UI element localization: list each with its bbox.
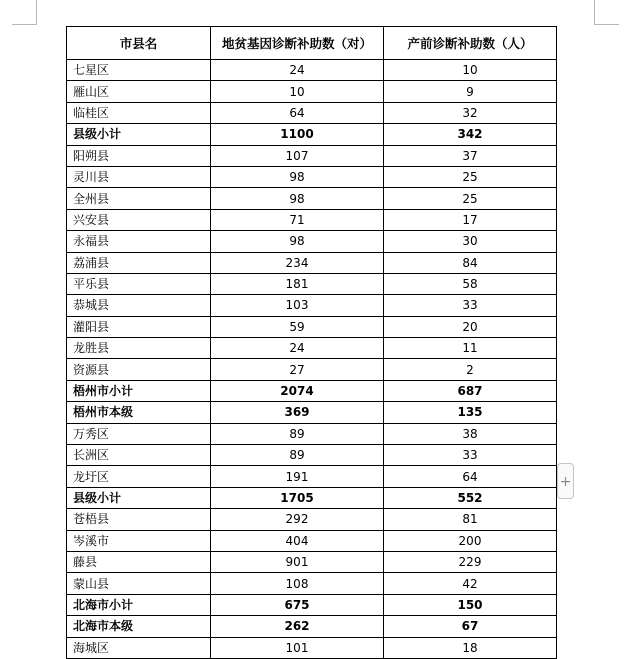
cell-gene-count[interactable]: 369 — [211, 402, 384, 423]
table-row — [67, 273, 557, 294]
cell-gene-count[interactable]: 98 — [211, 166, 384, 187]
table-row — [67, 380, 557, 401]
cell-county-name[interactable]: 灌阳县 — [67, 316, 211, 337]
page-corner-mark-top-right — [594, 0, 619, 25]
cell-gene-count[interactable]: 191 — [211, 466, 384, 487]
cell-gene-count[interactable]: 10 — [211, 81, 384, 102]
table-row — [67, 637, 557, 658]
page-corner-mark-top-left — [12, 0, 37, 25]
cell-gene-count[interactable]: 292 — [211, 509, 384, 530]
cell-prenatal-count[interactable]: 135 — [384, 402, 557, 423]
cell-prenatal-count[interactable]: 64 — [384, 466, 557, 487]
cell-county-name[interactable]: 雁山区 — [67, 81, 211, 102]
cell-prenatal-count[interactable]: 32 — [384, 102, 557, 123]
cell-gene-count[interactable]: 89 — [211, 423, 384, 444]
cell-prenatal-count[interactable]: 81 — [384, 509, 557, 530]
cell-county-name[interactable]: 七星区 — [67, 60, 211, 81]
cell-gene-count[interactable]: 262 — [211, 616, 384, 637]
cell-county-name[interactable]: 梧州市本级 — [67, 402, 211, 423]
cell-prenatal-count[interactable]: 9 — [384, 81, 557, 102]
cell-county-name[interactable]: 灵川县 — [67, 166, 211, 187]
cell-county-name[interactable]: 恭城县 — [67, 295, 211, 316]
cell-county-name[interactable]: 长洲区 — [67, 445, 211, 466]
cell-prenatal-count[interactable]: 30 — [384, 231, 557, 252]
table-row — [67, 166, 557, 187]
cell-prenatal-count[interactable]: 200 — [384, 530, 557, 551]
cell-gene-count[interactable]: 101 — [211, 637, 384, 658]
cell-prenatal-count[interactable]: 18 — [384, 637, 557, 658]
table-row — [67, 316, 557, 337]
cell-gene-count[interactable]: 24 — [211, 60, 384, 81]
cell-county-name[interactable]: 兴安县 — [67, 209, 211, 230]
cell-prenatal-count[interactable]: 25 — [384, 166, 557, 187]
cell-prenatal-count[interactable]: 84 — [384, 252, 557, 273]
table-row — [67, 188, 557, 209]
plus-icon: + — [559, 474, 572, 490]
cell-county-name[interactable]: 县级小计 — [67, 487, 211, 508]
header-county-name[interactable]: 市县名 — [67, 27, 211, 60]
cell-county-name[interactable]: 万秀区 — [67, 423, 211, 444]
cell-prenatal-count[interactable]: 552 — [384, 487, 557, 508]
table-row — [67, 616, 557, 637]
table-row — [67, 551, 557, 572]
cell-county-name[interactable]: 海城区 — [67, 637, 211, 658]
cell-prenatal-count[interactable]: 20 — [384, 316, 557, 337]
cell-county-name[interactable]: 北海市小计 — [67, 594, 211, 615]
cell-prenatal-count[interactable]: 67 — [384, 616, 557, 637]
table-row — [67, 209, 557, 230]
cell-prenatal-count[interactable]: 2 — [384, 359, 557, 380]
cell-prenatal-count[interactable]: 17 — [384, 209, 557, 230]
cell-county-name[interactable]: 永福县 — [67, 231, 211, 252]
table-row — [67, 466, 557, 487]
cell-gene-count[interactable]: 71 — [211, 209, 384, 230]
cell-county-name[interactable]: 资源县 — [67, 359, 211, 380]
table-row — [67, 295, 557, 316]
cell-gene-count[interactable]: 24 — [211, 338, 384, 359]
cell-prenatal-count[interactable]: 229 — [384, 551, 557, 572]
table-row — [67, 530, 557, 551]
table-row — [67, 231, 557, 252]
cell-gene-count[interactable]: 2074 — [211, 380, 384, 401]
cell-county-name[interactable]: 藤县 — [67, 551, 211, 572]
cell-gene-count[interactable]: 675 — [211, 594, 384, 615]
cell-gene-count[interactable]: 1100 — [211, 124, 384, 145]
header-gene-diagnosis[interactable]: 地贫基因诊断补助数（对） — [211, 27, 384, 60]
table-row — [67, 594, 557, 615]
table-header-row — [67, 27, 557, 60]
add-row-button[interactable] — [557, 463, 574, 499]
table-row — [67, 487, 557, 508]
table-row — [67, 145, 557, 166]
cell-prenatal-count[interactable]: 37 — [384, 145, 557, 166]
table-row — [67, 445, 557, 466]
table-row — [67, 509, 557, 530]
cell-gene-count[interactable]: 64 — [211, 102, 384, 123]
cell-prenatal-count[interactable]: 150 — [384, 594, 557, 615]
table-row — [67, 573, 557, 594]
cell-county-name[interactable]: 平乐县 — [67, 273, 211, 294]
table-row — [67, 423, 557, 444]
cell-prenatal-count[interactable]: 42 — [384, 573, 557, 594]
cell-county-name[interactable]: 龙胜县 — [67, 338, 211, 359]
table-row — [67, 60, 557, 81]
cell-gene-count[interactable]: 1705 — [211, 487, 384, 508]
cell-county-name[interactable]: 梧州市小计 — [67, 380, 211, 401]
table-row — [67, 81, 557, 102]
cell-prenatal-count[interactable]: 10 — [384, 60, 557, 81]
cell-gene-count[interactable]: 59 — [211, 316, 384, 337]
table-row — [67, 359, 557, 380]
cell-prenatal-count[interactable]: 11 — [384, 338, 557, 359]
cell-county-name[interactable]: 全州县 — [67, 188, 211, 209]
cell-gene-count[interactable]: 89 — [211, 445, 384, 466]
cell-county-name[interactable]: 北海市本级 — [67, 616, 211, 637]
cell-gene-count[interactable]: 181 — [211, 273, 384, 294]
table-row — [67, 252, 557, 273]
table-body — [67, 60, 557, 659]
cell-gene-count[interactable]: 234 — [211, 252, 384, 273]
table-row — [67, 402, 557, 423]
cell-prenatal-count[interactable]: 33 — [384, 445, 557, 466]
table-row — [67, 102, 557, 123]
cell-gene-count[interactable]: 103 — [211, 295, 384, 316]
cell-county-name[interactable]: 苍梧县 — [67, 509, 211, 530]
cell-prenatal-count[interactable]: 58 — [384, 273, 557, 294]
cell-prenatal-count[interactable]: 38 — [384, 423, 557, 444]
cell-prenatal-count[interactable]: 25 — [384, 188, 557, 209]
cell-gene-count[interactable]: 108 — [211, 573, 384, 594]
cell-county-name[interactable]: 岑溪市 — [67, 530, 211, 551]
cell-county-name[interactable]: 县级小计 — [67, 124, 211, 145]
table-row — [67, 124, 557, 145]
cell-gene-count[interactable]: 107 — [211, 145, 384, 166]
cell-gene-count[interactable]: 404 — [211, 530, 384, 551]
subsidy-table — [66, 26, 557, 659]
header-prenatal-diagnosis[interactable]: 产前诊断补助数（人） — [384, 27, 557, 60]
cell-gene-count[interactable]: 27 — [211, 359, 384, 380]
cell-gene-count[interactable]: 98 — [211, 231, 384, 252]
cell-county-name[interactable]: 龙圩区 — [67, 466, 211, 487]
cell-county-name[interactable]: 临桂区 — [67, 102, 211, 123]
table-row — [67, 338, 557, 359]
cell-county-name[interactable]: 蒙山县 — [67, 573, 211, 594]
cell-gene-count[interactable]: 98 — [211, 188, 384, 209]
cell-gene-count[interactable]: 901 — [211, 551, 384, 572]
cell-prenatal-count[interactable]: 33 — [384, 295, 557, 316]
cell-prenatal-count[interactable]: 342 — [384, 124, 557, 145]
cell-prenatal-count[interactable]: 687 — [384, 380, 557, 401]
cell-county-name[interactable]: 荔浦县 — [67, 252, 211, 273]
cell-county-name[interactable]: 阳朔县 — [67, 145, 211, 166]
